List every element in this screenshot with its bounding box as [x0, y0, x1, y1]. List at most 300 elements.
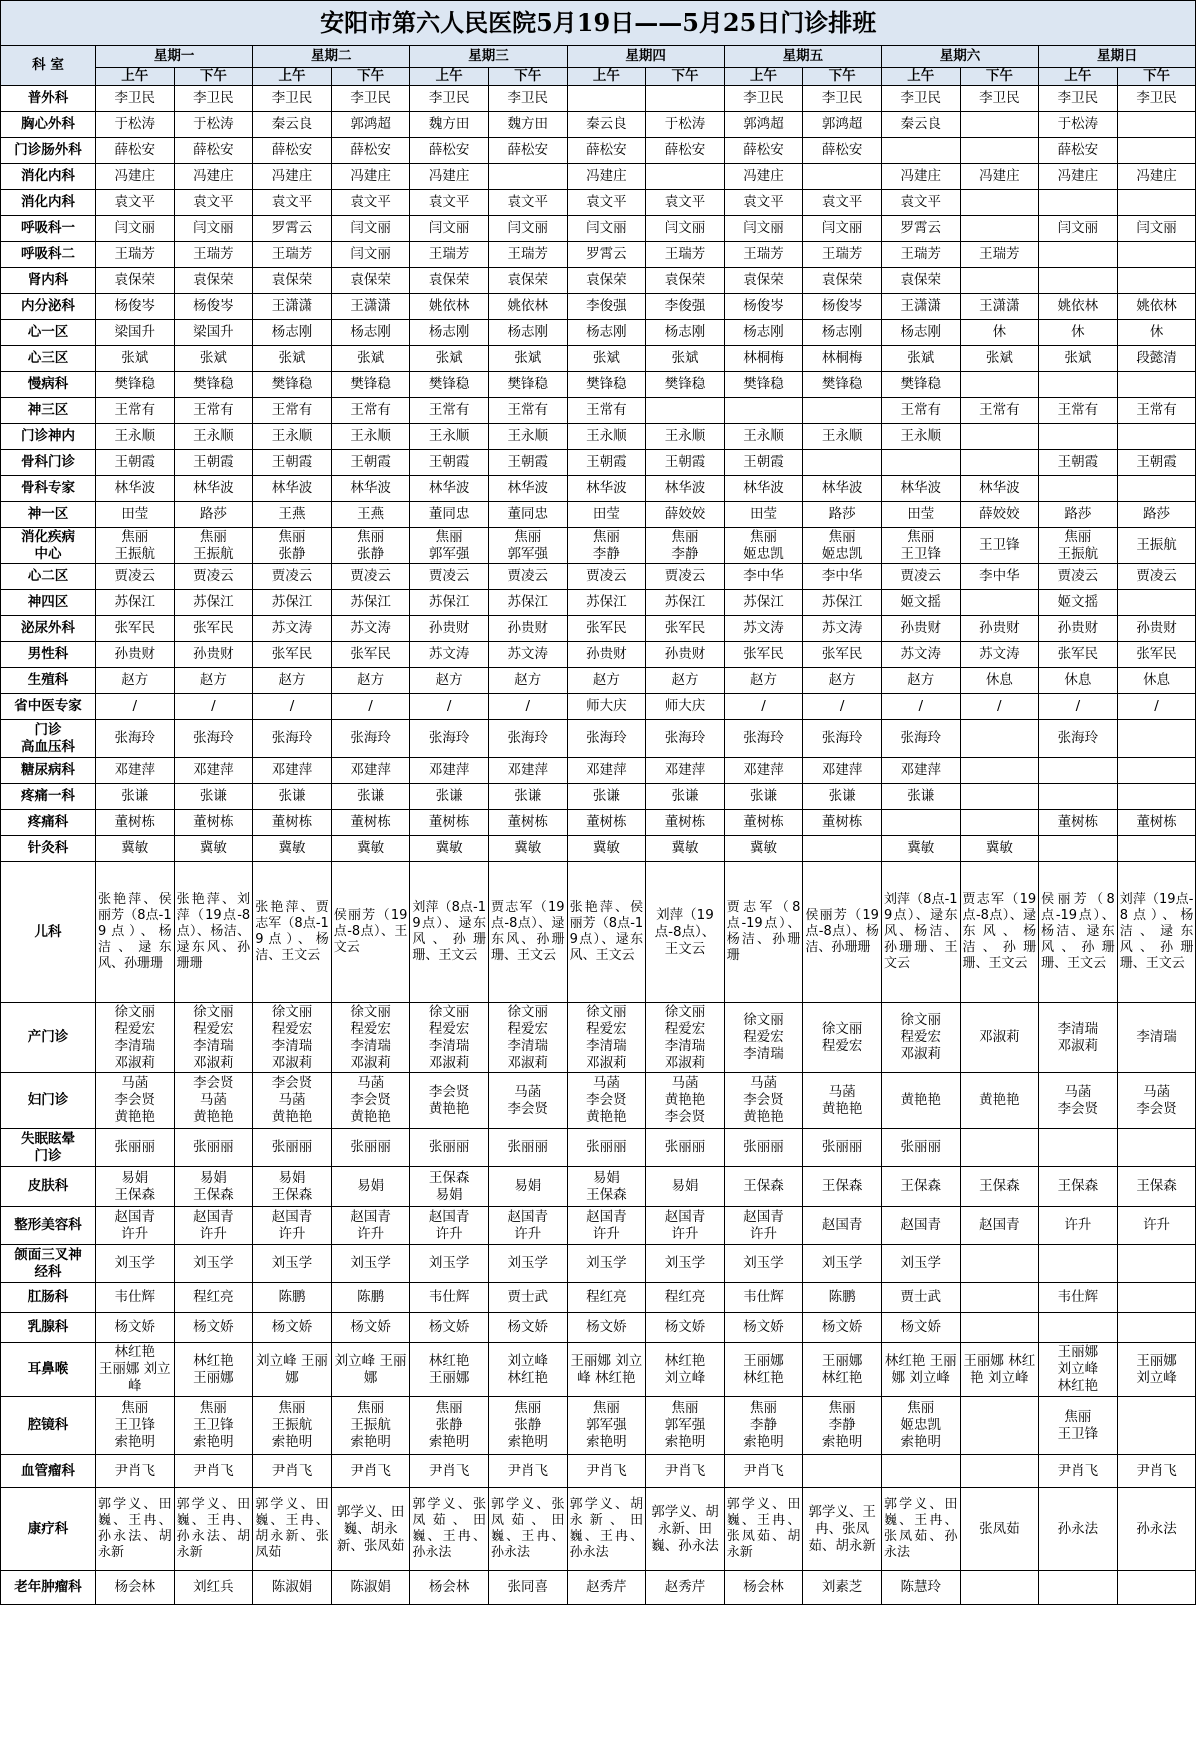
shift-cell: 休息: [1117, 668, 1196, 694]
shift-cell: 赵国青 许升: [646, 1207, 725, 1245]
shift-cell: 段懿清: [1117, 346, 1196, 372]
shift-cell: 赵国青: [960, 1207, 1039, 1245]
shift-cell: /: [1117, 694, 1196, 720]
shift-cell: 冀敏: [724, 836, 803, 862]
shift-cell: 樊锋稳: [253, 372, 332, 398]
table-row: [1, 1397, 1196, 1455]
shift-cell: 袁保荣: [567, 268, 646, 294]
shift-cell: 袁保荣: [724, 268, 803, 294]
shift-cell: 徐文丽 程爱宏: [803, 1003, 882, 1073]
shift-cell: 樊锋稳: [488, 372, 567, 398]
shift-cell: 许升: [1039, 1207, 1118, 1245]
shift-cell: 李中华: [960, 564, 1039, 590]
department-name: 老年肿瘤科: [1, 1571, 96, 1605]
shift-cell: 袁保荣: [410, 268, 489, 294]
department-name: 妇门诊: [1, 1073, 96, 1129]
am-header: 上午: [253, 68, 332, 86]
shift-cell: 郭鸿超: [331, 112, 410, 138]
shift-cell: 王常有: [1117, 398, 1196, 424]
shift-cell: 邓建萍: [331, 758, 410, 784]
shift-cell: 袁文平: [174, 190, 253, 216]
shift-cell: 许升: [1117, 1207, 1196, 1245]
shift-cell: [1039, 424, 1118, 450]
shift-cell: 张海玲: [488, 720, 567, 758]
shift-cell: 薛松安: [174, 138, 253, 164]
shift-cell: [1117, 720, 1196, 758]
shift-cell: 贾凌云: [410, 564, 489, 590]
day-header: 星期三: [410, 46, 567, 68]
table-row: [1, 112, 1196, 138]
shift-cell: 赵秀芹: [646, 1571, 725, 1605]
shift-cell: 张海玲: [646, 720, 725, 758]
shift-cell: 刘萍（8点-19点）、逯东风、杨洁、孙珊珊、王文云: [881, 862, 960, 1003]
shift-cell: [960, 112, 1039, 138]
table-row: [1, 424, 1196, 450]
shift-cell: 董树栋: [1039, 810, 1118, 836]
shift-cell: 张海玲: [174, 720, 253, 758]
shift-cell: 王常有: [567, 398, 646, 424]
shift-cell: 侯丽芳（19点-8点）、杨洁、孙珊珊: [803, 862, 882, 1003]
shift-cell: 樊锋稳: [174, 372, 253, 398]
shift-cell: 袁文平: [803, 190, 882, 216]
shift-cell: 赵国青 许升: [724, 1207, 803, 1245]
shift-cell: /: [960, 694, 1039, 720]
table-row: [1, 372, 1196, 398]
table-row: [1, 502, 1196, 528]
shift-cell: 焦丽 郭军强 索艳明: [646, 1397, 725, 1455]
table-row: [1, 268, 1196, 294]
shift-cell: 刘玉学: [410, 1245, 489, 1283]
shift-cell: 尹肖飞: [174, 1455, 253, 1488]
shift-cell: 黄艳艳: [881, 1073, 960, 1129]
shift-cell: 邓建萍: [803, 758, 882, 784]
shift-cell: 赵国青 许升: [488, 1207, 567, 1245]
shift-cell: 王常有: [488, 398, 567, 424]
shift-cell: [803, 398, 882, 424]
shift-cell: 杨志刚: [803, 320, 882, 346]
shift-cell: 董树栋: [410, 810, 489, 836]
table-row: [1, 294, 1196, 320]
department-name: 失眠眩晕 门诊: [1, 1129, 96, 1167]
shift-cell: 张斌: [253, 346, 332, 372]
shift-cell: 贾凌云: [96, 564, 175, 590]
shift-cell: 郭学义、张凤茹、田巍、王冉、孙永法: [410, 1488, 489, 1571]
shift-cell: 袁文平: [488, 190, 567, 216]
shift-cell: [1117, 424, 1196, 450]
shift-cell: 王常有: [410, 398, 489, 424]
shift-cell: 冯建庄: [174, 164, 253, 190]
shift-cell: 贾志军（19点-8点）、逯东风、孙珊珊、王文云: [488, 862, 567, 1003]
shift-cell: 苏文涛: [253, 616, 332, 642]
shift-cell: 苏文涛: [881, 642, 960, 668]
shift-cell: 杨志刚: [331, 320, 410, 346]
shift-cell: 王保森: [1039, 1167, 1118, 1207]
shift-cell: 杨文娇: [331, 1313, 410, 1343]
shift-cell: [567, 86, 646, 112]
day-header: 星期一: [96, 46, 253, 68]
table-row: [1, 398, 1196, 424]
shift-cell: 王永顺: [410, 424, 489, 450]
shift-cell: 王丽娜 刘立峰 林红艳: [567, 1343, 646, 1397]
shift-cell: 冯建庄: [331, 164, 410, 190]
am-header: 上午: [881, 68, 960, 86]
shift-cell: 秦云良: [881, 112, 960, 138]
shift-cell: [1117, 112, 1196, 138]
department-name: 消化内科: [1, 190, 96, 216]
shift-cell: 孙贵财: [1039, 616, 1118, 642]
shift-cell: [960, 268, 1039, 294]
shift-cell: 李会贤 黄艳艳: [410, 1073, 489, 1129]
shift-cell: 苏保江: [253, 590, 332, 616]
department-name: 耳鼻喉: [1, 1343, 96, 1397]
shift-cell: 王卫锋: [960, 528, 1039, 564]
shift-cell: [960, 784, 1039, 810]
shift-cell: 张海玲: [881, 720, 960, 758]
shift-cell: 张斌: [960, 346, 1039, 372]
shift-cell: 林华波: [174, 476, 253, 502]
shift-cell: 刘玉学: [724, 1245, 803, 1283]
shift-cell: 王永顺: [174, 424, 253, 450]
shift-cell: 张斌: [174, 346, 253, 372]
table-row: [1, 1073, 1196, 1129]
shift-cell: 赵国青: [803, 1207, 882, 1245]
shift-cell: 李卫民: [960, 86, 1039, 112]
shift-cell: 张斌: [881, 346, 960, 372]
shift-cell: 樊锋稳: [724, 372, 803, 398]
shift-cell: 袁保荣: [803, 268, 882, 294]
shift-cell: 王常有: [331, 398, 410, 424]
shift-cell: 易娟 王保森: [253, 1167, 332, 1207]
shift-cell: 贾凌云: [1039, 564, 1118, 590]
shift-cell: 刘玉学: [803, 1245, 882, 1283]
shift-cell: 杨志刚: [567, 320, 646, 346]
shift-cell: 张丽丽: [724, 1129, 803, 1167]
shift-cell: /: [488, 694, 567, 720]
shift-cell: [1117, 784, 1196, 810]
shift-cell: 刘萍（19点-8点）、杨洁、逯东风、孙珊珊、王文云: [1117, 862, 1196, 1003]
shift-cell: 王永顺: [803, 424, 882, 450]
shift-cell: 杨会林: [724, 1571, 803, 1605]
shift-cell: 王朝霞: [488, 450, 567, 476]
shift-cell: 苏保江: [331, 590, 410, 616]
shift-cell: 张丽丽: [881, 1129, 960, 1167]
shift-cell: 邓建萍: [724, 758, 803, 784]
department-name: 内分泌科: [1, 294, 96, 320]
shift-cell: 董树栋: [331, 810, 410, 836]
shift-cell: 刘立峰 王丽娜: [253, 1343, 332, 1397]
shift-cell: 董树栋: [567, 810, 646, 836]
shift-cell: 冯建庄: [1117, 164, 1196, 190]
shift-cell: 张军民: [174, 616, 253, 642]
shift-cell: 张军民: [1039, 642, 1118, 668]
pm-header: 下午: [331, 68, 410, 86]
shift-cell: 樊锋稳: [803, 372, 882, 398]
shift-cell: 张军民: [96, 616, 175, 642]
shift-cell: 王常有: [1039, 398, 1118, 424]
shift-cell: 于松涛: [174, 112, 253, 138]
table-row: [1, 1245, 1196, 1283]
shift-cell: 杨文娇: [174, 1313, 253, 1343]
shift-cell: 张丽丽: [803, 1129, 882, 1167]
shift-cell: 尹肖飞: [646, 1455, 725, 1488]
shift-cell: 王保森: [881, 1167, 960, 1207]
shift-cell: 张丽丽: [96, 1129, 175, 1167]
shift-cell: 袁保荣: [331, 268, 410, 294]
shift-cell: [960, 1397, 1039, 1455]
day-header: 星期四: [567, 46, 724, 68]
department-name: 男性科: [1, 642, 96, 668]
table-row: [1, 694, 1196, 720]
shift-cell: 徐文丽 程爱宏 李清瑞 邓淑莉: [646, 1003, 725, 1073]
shift-cell: 赵国青 许升: [331, 1207, 410, 1245]
shift-cell: 王朝霞: [96, 450, 175, 476]
shift-cell: 贾凌云: [253, 564, 332, 590]
shift-cell: 徐文丽 程爱宏 李清瑞 邓淑莉: [331, 1003, 410, 1073]
shift-cell: 贾凌云: [174, 564, 253, 590]
shift-cell: [1117, 190, 1196, 216]
shift-cell: 姬文摇: [881, 590, 960, 616]
shift-cell: 秦云良: [567, 112, 646, 138]
pm-header: 下午: [1117, 68, 1196, 86]
shift-cell: 林桐梅: [803, 346, 882, 372]
department-name: 神三区: [1, 398, 96, 424]
shift-cell: 姚依林: [488, 294, 567, 320]
shift-cell: 焦丽 张静 索艳明: [488, 1397, 567, 1455]
shift-cell: 王振航: [1117, 528, 1196, 564]
shift-cell: 焦丽 郭军强: [410, 528, 489, 564]
shift-cell: 侯丽芳（19点-8点）、王文云: [331, 862, 410, 1003]
shift-cell: 郭鸿超: [724, 112, 803, 138]
shift-cell: 林华波: [331, 476, 410, 502]
shift-cell: 苏保江: [724, 590, 803, 616]
shift-cell: 贾凌云: [881, 564, 960, 590]
shift-cell: 梁国升: [174, 320, 253, 346]
shift-cell: 姚依林: [1117, 294, 1196, 320]
shift-cell: 易娟: [488, 1167, 567, 1207]
shift-cell: 冀敏: [331, 836, 410, 862]
table-row: [1, 784, 1196, 810]
shift-cell: 赵国青 许升: [96, 1207, 175, 1245]
shift-cell: 马菡 李会贤: [488, 1073, 567, 1129]
shift-cell: 田莹: [881, 502, 960, 528]
shift-cell: 林华波: [724, 476, 803, 502]
table-row: [1, 346, 1196, 372]
shift-cell: 赵方: [331, 668, 410, 694]
shift-cell: 郭学义、王冉、张凤茹、胡永新: [803, 1488, 882, 1571]
day-header: 星期二: [253, 46, 410, 68]
shift-cell: 王朝霞: [253, 450, 332, 476]
am-header: 上午: [96, 68, 175, 86]
shift-cell: [960, 590, 1039, 616]
day-header: 星期日: [1039, 46, 1196, 68]
shift-cell: 李卫民: [1117, 86, 1196, 112]
shift-cell: 张谦: [488, 784, 567, 810]
shift-cell: 赵国青: [881, 1207, 960, 1245]
table-row: [1, 1283, 1196, 1313]
shift-cell: 赵方: [253, 668, 332, 694]
shift-cell: 李清瑞 邓淑莉: [1039, 1003, 1118, 1073]
shift-cell: 尹肖飞: [331, 1455, 410, 1488]
shift-cell: 薛松安: [410, 138, 489, 164]
shift-cell: [1039, 1571, 1118, 1605]
shift-cell: [960, 1129, 1039, 1167]
shift-cell: 袁文平: [881, 190, 960, 216]
shift-cell: /: [174, 694, 253, 720]
shift-cell: 苏文涛: [960, 642, 1039, 668]
shift-cell: 王保森: [1117, 1167, 1196, 1207]
shift-cell: [1039, 372, 1118, 398]
shift-cell: 张同喜: [488, 1571, 567, 1605]
shift-cell: 于松涛: [96, 112, 175, 138]
shift-cell: [1117, 836, 1196, 862]
shift-cell: [1039, 784, 1118, 810]
shift-cell: 杨文娇: [646, 1313, 725, 1343]
shift-cell: 冯建庄: [881, 164, 960, 190]
shift-cell: 赵方: [881, 668, 960, 694]
shift-cell: 董树栋: [724, 810, 803, 836]
table-row: [1, 1313, 1196, 1343]
shift-cell: /: [803, 694, 882, 720]
shift-cell: 姚依林: [410, 294, 489, 320]
shift-cell: /: [331, 694, 410, 720]
shift-cell: 赵方: [567, 668, 646, 694]
shift-cell: 郭学义、田巍、胡永新、张凤茹: [331, 1488, 410, 1571]
shift-cell: 王朝霞: [646, 450, 725, 476]
shift-cell: 杨文娇: [410, 1313, 489, 1343]
shift-cell: 张军民: [331, 642, 410, 668]
shift-cell: 焦丽 李静 索艳明: [803, 1397, 882, 1455]
shift-cell: [646, 86, 725, 112]
department-name: 消化疾病 中心: [1, 528, 96, 564]
shift-cell: 袁保荣: [253, 268, 332, 294]
shift-cell: 张军民: [724, 642, 803, 668]
pm-header: 下午: [488, 68, 567, 86]
shift-cell: 路莎: [803, 502, 882, 528]
shift-cell: [1117, 242, 1196, 268]
department-name: 门诊神内: [1, 424, 96, 450]
shift-cell: [724, 398, 803, 424]
shift-cell: 徐文丽 程爱宏 李清瑞: [724, 1003, 803, 1073]
shift-cell: [881, 450, 960, 476]
shift-cell: 张谦: [724, 784, 803, 810]
shift-cell: 杨会林: [96, 1571, 175, 1605]
shift-cell: [1039, 1129, 1118, 1167]
shift-cell: [881, 810, 960, 836]
department-name: 普外科: [1, 86, 96, 112]
shift-cell: 李卫民: [96, 86, 175, 112]
shift-cell: 董树栋: [646, 810, 725, 836]
shift-cell: 杨文娇: [881, 1313, 960, 1343]
shift-cell: 焦丽 郭军强: [488, 528, 567, 564]
shift-cell: 贾凌云: [488, 564, 567, 590]
shift-cell: 董树栋: [174, 810, 253, 836]
shift-cell: 王瑞芳: [646, 242, 725, 268]
shift-cell: 王燕: [331, 502, 410, 528]
shift-cell: 李卫民: [253, 86, 332, 112]
shift-cell: [1117, 1571, 1196, 1605]
department-name: 整形美容科: [1, 1207, 96, 1245]
shift-cell: 袁文平: [253, 190, 332, 216]
table-row: [1, 242, 1196, 268]
shift-cell: 苏保江: [410, 590, 489, 616]
shift-cell: 张艳萍、贾志军（8点-19点）、杨洁、王文云: [253, 862, 332, 1003]
shift-cell: 张谦: [331, 784, 410, 810]
shift-cell: 李卫民: [331, 86, 410, 112]
shift-cell: 袁文平: [96, 190, 175, 216]
shift-cell: 陈鹏: [253, 1283, 332, 1313]
shift-cell: 焦丽 李静 索艳明: [724, 1397, 803, 1455]
shift-cell: 林红艳 王丽娜: [174, 1343, 253, 1397]
shift-cell: 董同忠: [488, 502, 567, 528]
shift-cell: [1039, 242, 1118, 268]
shift-cell: 张谦: [253, 784, 332, 810]
shift-cell: 尹肖飞: [724, 1455, 803, 1488]
department-name: 肛肠科: [1, 1283, 96, 1313]
shift-cell: 薛松安: [567, 138, 646, 164]
shift-cell: 袁文平: [567, 190, 646, 216]
shift-cell: 孙贵财: [488, 616, 567, 642]
shift-cell: 王瑞芳: [960, 242, 1039, 268]
shift-cell: 贾凌云: [331, 564, 410, 590]
shift-cell: 郭学义、田巍、王冉、张凤茹、胡永新: [724, 1488, 803, 1571]
table-row: [1, 836, 1196, 862]
department-name: 针灸科: [1, 836, 96, 862]
shift-cell: 张谦: [567, 784, 646, 810]
am-header: 上午: [724, 68, 803, 86]
shift-cell: 孙贵财: [881, 616, 960, 642]
shift-cell: 刘立峰 林红艳: [488, 1343, 567, 1397]
page-title: 安阳市第六人民医院5月19日——5月25日门诊排班: [1, 1, 1196, 46]
table-row: [1, 862, 1196, 1003]
shift-cell: 孙贵财: [1117, 616, 1196, 642]
shift-cell: 李卫民: [174, 86, 253, 112]
table-row: [1, 810, 1196, 836]
shift-cell: 林红艳 王丽娜 刘立峰: [881, 1343, 960, 1397]
shift-cell: 田莹: [96, 502, 175, 528]
shift-cell: 焦丽 王振航 索艳明: [253, 1397, 332, 1455]
shift-cell: 闫文丽: [331, 216, 410, 242]
shift-cell: 焦丽 王卫锋 索艳明: [174, 1397, 253, 1455]
shift-cell: 路莎: [174, 502, 253, 528]
shift-cell: 王瑞芳: [724, 242, 803, 268]
shift-cell: 林红艳 刘立峰: [646, 1343, 725, 1397]
shift-cell: 尹肖飞: [1117, 1455, 1196, 1488]
shift-cell: 薛松安: [488, 138, 567, 164]
shift-cell: 张海玲: [331, 720, 410, 758]
shift-cell: 苏文涛: [724, 616, 803, 642]
shift-cell: 王保森: [724, 1167, 803, 1207]
shift-cell: 杨志刚: [646, 320, 725, 346]
shift-cell: 陈淑娟: [253, 1571, 332, 1605]
pm-header: 下午: [803, 68, 882, 86]
shift-cell: 焦丽 王卫锋 索艳明: [96, 1397, 175, 1455]
shift-cell: 路莎: [1117, 502, 1196, 528]
shift-cell: 王永顺: [646, 424, 725, 450]
pm-header: 下午: [174, 68, 253, 86]
shift-cell: 焦丽 张静: [253, 528, 332, 564]
department-name: 血管瘤科: [1, 1455, 96, 1488]
shift-cell: 韦仕辉: [1039, 1283, 1118, 1313]
shift-cell: 苏保江: [488, 590, 567, 616]
shift-cell: 王朝霞: [724, 450, 803, 476]
shift-cell: 王朝霞: [410, 450, 489, 476]
shift-cell: [1039, 190, 1118, 216]
shift-cell: 王朝霞: [1117, 450, 1196, 476]
shift-cell: 马菡 李会贤 黄艳艳: [724, 1073, 803, 1129]
shift-cell: 李清瑞: [1117, 1003, 1196, 1073]
shift-cell: 休: [960, 320, 1039, 346]
shift-cell: 尹肖飞: [488, 1455, 567, 1488]
